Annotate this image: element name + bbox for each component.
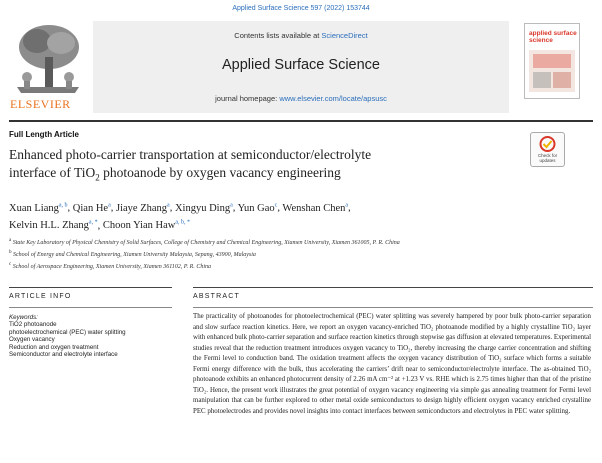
- cover-art-image: [529, 50, 575, 92]
- abstract-top-rule: [193, 287, 593, 288]
- author[interactable]: Qian He$^a$: [72, 202, 111, 214]
- homepage-line: journal homepage: www.elsevier.com/locate/apsusc: [215, 94, 387, 103]
- keywords-block: [9, 314, 174, 358]
- author[interactable]: Choon Yian Haw$^{a, b, *}$: [102, 219, 191, 231]
- author[interactable]: Xingyu Ding$^a$: [174, 202, 233, 214]
- publisher-name: ELSEVIER: [10, 97, 71, 111]
- check-updates-label: Check for updates: [537, 153, 558, 163]
- journal-reference[interactable]: Applied Surface Science 597 (2022) 153744: [232, 5, 370, 12]
- affiliation: $^c$ School of Aerospace Engineering, Xiamen University, Xiamen 361102, P. R. China: [9, 262, 211, 270]
- keyword: Oxygen vacancy: [9, 336, 55, 344]
- abstract-text: The practicality of photoanodes for photoelectrochemical (PEC) water splitting was severely hampered by poor bulk photo-carrier separation and slow surface reaction kinetics. Here, we report an oxygen vacancy-enriched TiO₂ photoanode modified by a highly crystalline TiO₂ layer with enhanced bulk photo-carrier separation and surface reaction kinetics through stepwise gas diffusion at elevated temperatures. Experimental studies reveal that the reduction treatment introduces oxygen vacancy to TiO₂, thereby increasing the charge carrier concentration and shifting the Fermi level to conduction band. The oxidation treatment affects the oxygen vacancy distribution of TiO₂ surface which forms a suitable Fermi energy difference with the bulk, thus accelerating the carriers’ drift near to semiconductor/electrolyte interface. The as-obtained TiO₂ photoanode exhibits an enhanced photocurrent density of 2.26 mA cm⁻² at +1.23 V vs. RHE which is 2.75 times higher than that of the pristine TiO₂. Hence, the present work illustrates the great potential of oxygen vacancy engineering via simple gas annealing treatment for Fermi level manipulation that can be further explored to other metal oxide semiconductors to design highly efficient oxygen vacancy enriched crystalline PEC photoelectrodes and provides novel insights into contact interfaces between semiconductors and electrolytes in PEC water splitting.: [193, 313, 591, 415]
- affiliation: $^a$ State Key Laboratory of Physical Chemistry of Solid Surfaces, College of Chemistry and Chemical Engineering, Xiamen University, Xiamen 361005, P. R. China: [9, 238, 400, 246]
- author[interactable]: Yun Gao$^c$: [237, 202, 278, 214]
- article-title: Enhanced photo-carrier transportation at semiconductor/electrolyte interface of TiO$_2$ photoanode by oxygen vacancy engineering: [9, 147, 372, 183]
- masthead: [93, 21, 509, 113]
- journal-cover-thumbnail[interactable]: [524, 23, 580, 99]
- journal-header: [9, 21, 593, 115]
- abstract-heading: ABSTRACT: [193, 293, 240, 300]
- keyword: Reduction and oxygen treatment: [9, 343, 99, 351]
- author-list: Xuan Liang$^{a, b}$, Qian He$^a$, Jiaye Zhang$^a$, Xingyu Ding$^a$, Yun Gao$^c$, Wenshan Chen$^a$, Kelvin H.L. Zhang$^{a, *}$, Choon Yian Haw$^{a, b, *}$: [9, 202, 351, 231]
- article-info-top-rule: [9, 287, 172, 288]
- abstract-rule: [193, 307, 593, 308]
- author[interactable]: Xuan Liang$^{a, b}$: [9, 202, 68, 214]
- journal-title: Applied Surface Science: [222, 57, 380, 73]
- header-divider: [9, 120, 593, 122]
- article-info-rule: [9, 307, 172, 308]
- article-info-heading: ARTICLE INFO: [9, 293, 72, 300]
- affiliation-list: [9, 236, 569, 272]
- keyword: photoelectrochemical (PEC) water splitting: [9, 328, 126, 336]
- keyword: Semiconductor and electrolyte interface: [9, 351, 118, 359]
- check-for-updates-button[interactable]: [530, 132, 565, 167]
- keyword: TiO2 photoanode: [9, 321, 57, 329]
- journal-homepage-link[interactable]: www.elsevier.com/locate/apsusc: [279, 94, 387, 103]
- keywords-label: Keywords:: [9, 314, 38, 321]
- cover-title: applied surface science: [529, 30, 577, 44]
- elsevier-tree-logo: [9, 21, 87, 111]
- sciencedirect-link[interactable]: ScienceDirect: [321, 31, 368, 40]
- author[interactable]: Wenshan Chen$^a$: [282, 202, 349, 214]
- contents-line: Contents lists available at ScienceDirect: [234, 31, 368, 40]
- author[interactable]: Kelvin H.L. Zhang$^{a, *}$: [9, 219, 98, 231]
- check-updates-icon: [531, 133, 564, 153]
- author[interactable]: Jiaye Zhang$^a$: [116, 202, 170, 214]
- article-type: Full Length Article: [9, 130, 79, 139]
- affiliation: $^b$ School of Energy and Chemical Engineering, Xiamen University Malaysia, Sepang, 43900, Malaysia: [9, 250, 256, 258]
